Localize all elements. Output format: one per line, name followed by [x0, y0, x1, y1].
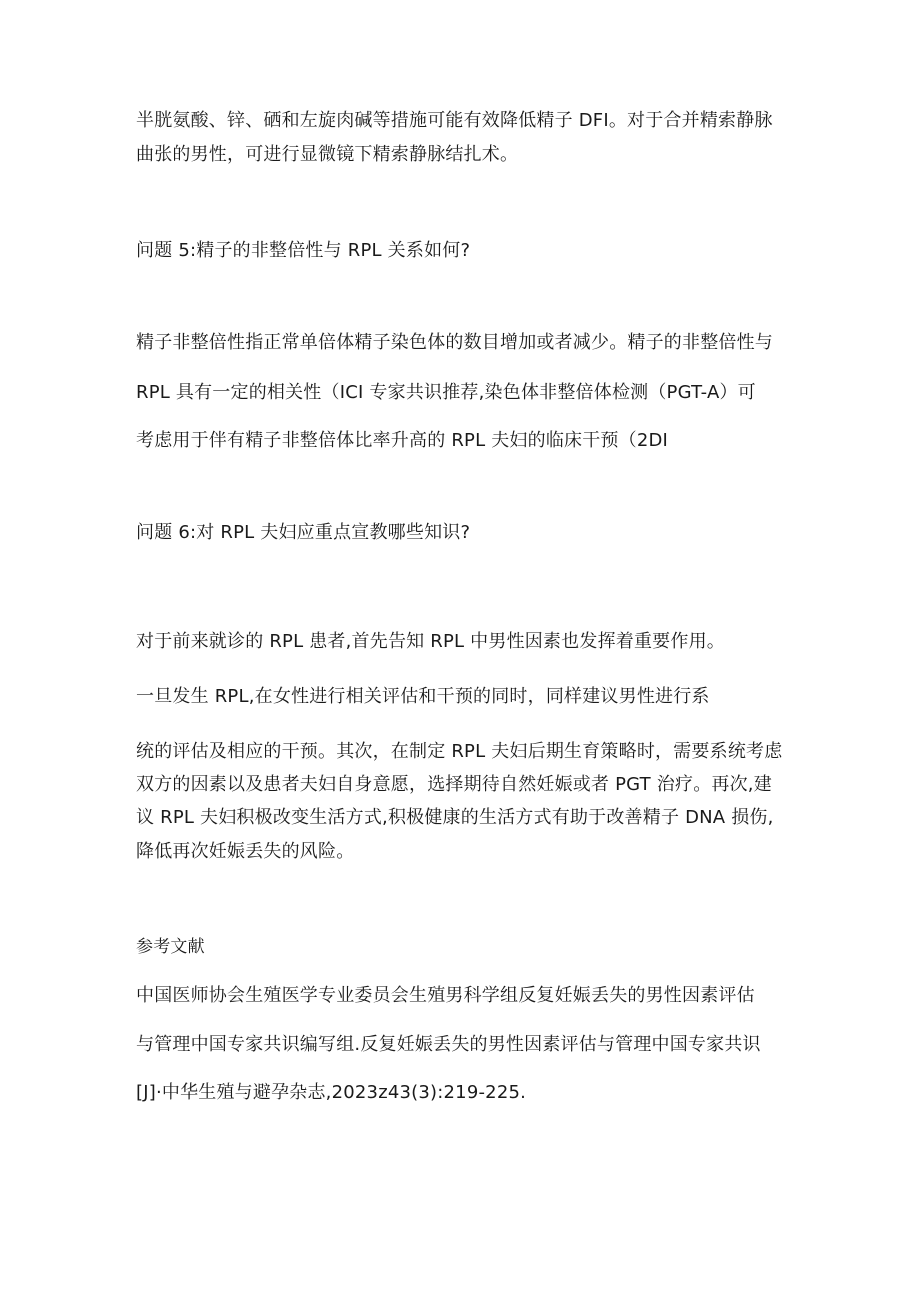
paragraph-line: 考虑用于伴有精子非整倍体比率升高的 RPL 夫妇的临床干预（2DI: [136, 430, 669, 451]
paragraph-line: 议 RPL 夫妇积极改变生活方式,积极健康的生活方式有助于改善精子 DNA 损伤,: [136, 807, 774, 828]
paragraph-line: RPL 具有一定的相关性（ICI 专家共识推荐,染色体非整倍体检测（PGT-A）可: [136, 382, 756, 403]
question-5-heading: 问题 5:精子的非整倍性与 RPL 关系如何?: [136, 240, 471, 261]
paragraph-line: 曲张的男性，可进行显微镜下精索静脉结扎术。: [136, 144, 519, 165]
paragraph-line: 一旦发生 RPL,在女性进行相关评估和干预的同时，同样建议男性进行系: [136, 686, 710, 707]
reference-line: 中国医师协会生殖医学专业委员会生殖男科学组反复妊娠丢失的男性因素评估: [136, 985, 755, 1006]
paragraph-line: 对于前来就诊的 RPL 患者,首先告知 RPL 中男性因素也发挥着重要作用。: [136, 631, 725, 652]
references-title: 参考文献: [136, 937, 205, 957]
paragraph-line: 双方的因素以及患者夫妇自身意愿，选择期待自然妊娠或者 PGT 治疗。再次,建: [136, 774, 772, 795]
reference-line: 与管理中国专家共识编写组.反复妊娠丢失的男性因素评估与管理中国专家共识: [136, 1034, 761, 1055]
paragraph-line: 降低再次妊娠丢失的风险。: [136, 841, 355, 862]
reference-line: [J]·中华生殖与避孕杂志,2023z43(3):219-225.: [136, 1082, 527, 1103]
paragraph-line: 精子非整倍性指正常单倍体精子染色体的数目增加或者减少。精子的非整倍性与: [136, 332, 773, 353]
paragraph-line: 半胱氨酸、锌、硒和左旋肉碱等措施可能有效降低精子 DFI。对于合并精索静脉: [136, 110, 773, 131]
paragraph-line: 统的评估及相应的干预。其次，在制定 RPL 夫妇后期生育策略时，需要系统考虑: [136, 741, 783, 762]
question-6-heading: 问题 6:对 RPL 夫妇应重点宣教哪些知识?: [136, 522, 471, 543]
